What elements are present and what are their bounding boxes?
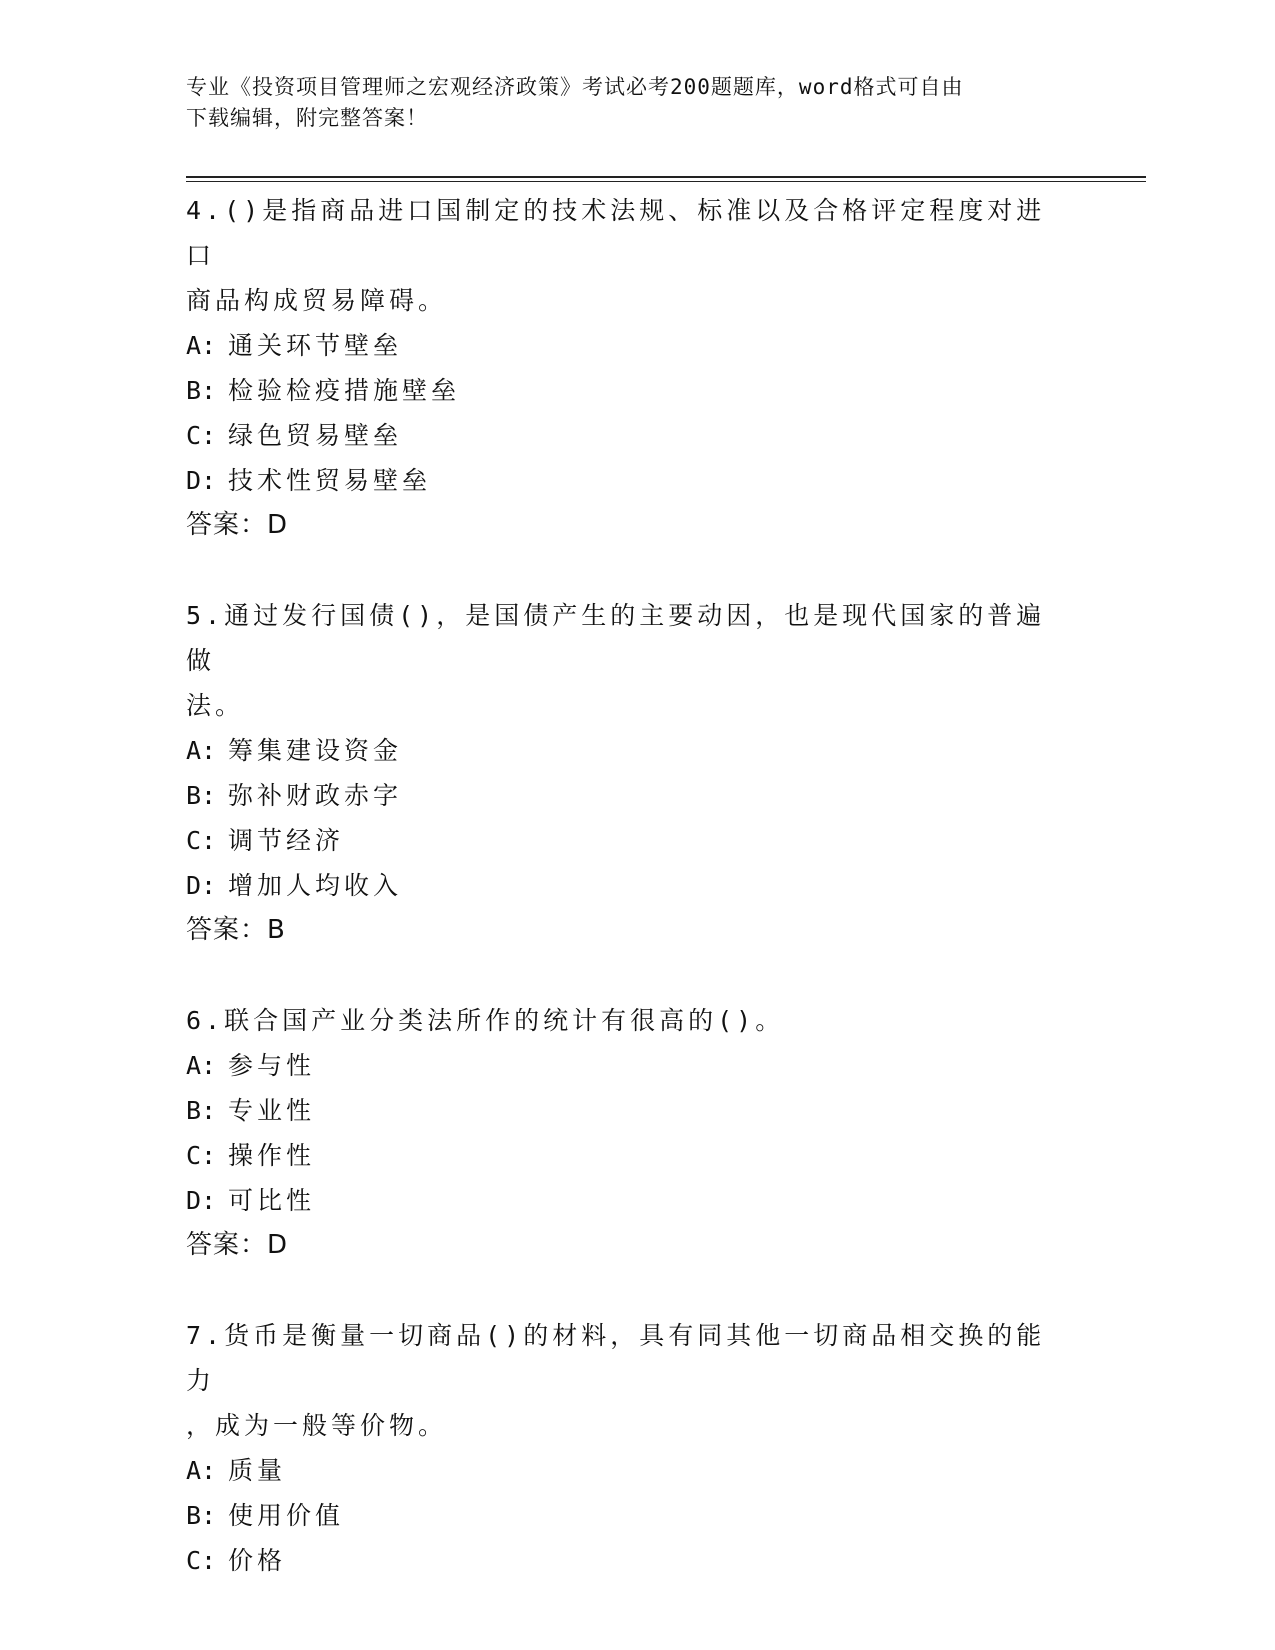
option-text: 技术性贸易壁垒 [228, 466, 432, 495]
answer-option [186, 728, 1066, 773]
option-text: 专业性 [228, 1096, 316, 1125]
answer-option [186, 323, 1066, 368]
option-text: 弥补财政赤字 [228, 781, 403, 810]
option-text: 检验检疫措施壁垒 [228, 376, 461, 405]
option-letter: B: [186, 1096, 217, 1125]
option-letter: D: [186, 1186, 217, 1215]
option-text: 价格 [228, 1546, 287, 1575]
question-text: 7.货币是衡量一切商品()的材料，具有同其他一切商品相交换的能力 [186, 1321, 1046, 1395]
option-text: 使用价值 [228, 1501, 345, 1530]
question-text: 商品构成贸易障碍。 [186, 286, 448, 315]
option-letter: C: [186, 1546, 217, 1575]
option-text: 参与性 [228, 1051, 316, 1080]
option-text: 增加人均收入 [228, 871, 403, 900]
question-block [186, 593, 1066, 953]
question-list [186, 188, 1066, 1628]
option-letter: D: [186, 466, 217, 495]
question-block [186, 1313, 1066, 1583]
option-letter: B: [186, 781, 217, 810]
question-text: 法。 [186, 691, 245, 720]
header-line-2: 下载编辑，附完整答案！ [186, 106, 428, 130]
header-divider-thick [186, 176, 1146, 178]
option-letter: B: [186, 1501, 217, 1530]
answer-option [186, 368, 1066, 413]
question-text: 4.()是指商品进口国制定的技术法规、标准以及合格评定程度对进口 [186, 196, 1046, 270]
question-text: 6.联合国产业分类法所作的统计有很高的()。 [186, 1006, 785, 1035]
question-block [186, 188, 1066, 548]
answer-option [186, 1088, 1066, 1133]
answer-option [186, 1043, 1066, 1088]
answer-option [186, 1448, 1066, 1493]
answer-option [186, 458, 1066, 503]
answer-option [186, 1493, 1066, 1538]
answer-option [186, 1538, 1066, 1583]
answer-option [186, 818, 1066, 863]
answer-option [186, 1178, 1066, 1223]
option-letter: C: [186, 826, 217, 855]
answer-option [186, 773, 1066, 818]
answer-option [186, 1133, 1066, 1178]
answer-key: 答案：B [186, 915, 286, 945]
option-letter: A: [186, 1456, 217, 1485]
option-text: 操作性 [228, 1141, 316, 1170]
option-letter: C: [186, 421, 217, 450]
question-text: ，成为一般等价物。 [186, 1411, 448, 1440]
option-text: 筹集建设资金 [228, 736, 403, 765]
option-letter: B: [186, 376, 217, 405]
document-header [186, 72, 1066, 134]
option-letter: D: [186, 871, 217, 900]
option-text: 质量 [228, 1456, 287, 1485]
option-letter: A: [186, 1051, 217, 1080]
answer-option [186, 413, 1066, 458]
answer-key: 答案：D [186, 1230, 289, 1260]
question-block [186, 998, 1066, 1268]
option-letter: A: [186, 331, 217, 360]
answer-option [186, 863, 1066, 908]
option-text: 绿色贸易壁垒 [228, 421, 403, 450]
option-letter: A: [186, 736, 217, 765]
header-divider-thin [186, 181, 1146, 182]
option-text: 调节经济 [228, 826, 345, 855]
option-letter: C: [186, 1141, 217, 1170]
question-text: 5.通过发行国债()，是国债产生的主要动因，也是现代国家的普遍做 [186, 601, 1046, 675]
header-line-1: 专业《投资项目管理师之宏观经济政策》考试必考200题题库，word格式可自由 [186, 75, 964, 99]
answer-key: 答案：D [186, 510, 289, 540]
option-text: 可比性 [228, 1186, 316, 1215]
option-text: 通关环节壁垒 [228, 331, 403, 360]
